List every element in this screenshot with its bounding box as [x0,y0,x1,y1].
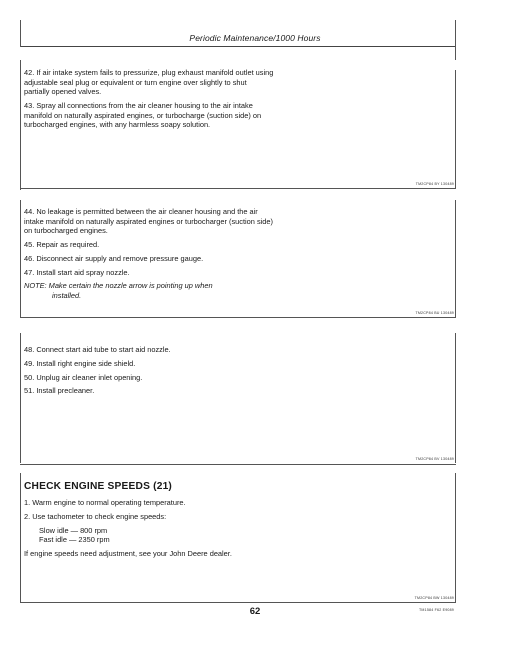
step-44: 44. No leakage is permitted between the air cleaner housing and the air intake manifold on naturally aspirated engines or turbocharger (suction side) on turbocharged engines. [24,207,273,236]
speed-values [24,526,284,545]
page-number: 62 [249,606,261,617]
header-right-border [455,20,456,60]
section2-divider [20,317,456,318]
section4-left-border [20,473,21,603]
section3-code: TM2CP84 BV 130489 [415,457,454,461]
footer-code: TM1584 F62 E9089 [419,608,454,612]
page-header-title: Periodic Maintenance/1000 Hours [189,33,321,43]
speeds-step-2: 2. Use tachometer to check engine speeds: [24,511,167,521]
section2-right-border [455,200,456,318]
header-left-border [20,20,21,47]
section-heading: CHECK ENGINE SPEEDS (21) [24,481,173,492]
note-text-line2: installed. [52,290,82,300]
slow-idle-value: Slow idle — 800 rpm [39,525,108,535]
section4-divider [20,602,456,603]
section-air-intake-test [24,68,274,134]
section-reassembly [24,345,274,400]
section1-code: TM2CP84 BY 130489 [415,182,454,186]
section4-right-border [455,473,456,603]
section3-right-border [455,333,456,463]
step-47: 47. Install start aid spray nozzle. [24,267,130,277]
section1-divider [20,188,456,189]
dealer-note: If engine speeds need adjustment, see your John Deere dealer. [24,548,232,558]
section-check-engine-speeds [24,481,284,563]
section2-code: TM2CP84 BU 130489 [415,311,454,315]
step-45: 45. Repair as required. [24,239,100,249]
section-leak-check [24,207,274,301]
section1-left-border [20,60,21,190]
step-49: 49. Install right engine side shield. [24,358,136,368]
step-50: 50. Unplug air cleaner inlet opening. [24,372,143,382]
step-48: 48. Connect start aid tube to start aid nozzle. [24,345,171,354]
section3-left-border [20,333,21,463]
fast-idle-value: Fast idle — 2350 rpm [39,535,110,545]
header-divider [20,46,455,47]
note-label: NOTE: [24,281,47,291]
section1-right-border [455,70,456,188]
step-46: 46. Disconnect air supply and remove pressure gauge. [24,253,204,263]
step-42: 42. If air intake system fails to pressurize, plug exhaust manifold outlet using adjustable seal plug or equivalent or turn engine over slightly to shut partially opened valves. [24,68,274,97]
section4-code: TM2CP84 BW 130489 [414,596,454,600]
section3-divider [20,464,456,465]
note-text-line1: Make certain the nozzle arrow is pointing up when [48,281,213,291]
step-43: 43. Spray all connections from the air cleaner housing to the air intake manifold on naturally aspirated engines, or turbocharge (suction side) on turbocharged engines, with any harmless soapy solution. [24,100,262,130]
section2-left-border [20,200,21,317]
speeds-step-1: 1. Warm engine to normal operating temperature. [24,498,186,507]
step-51: 51. Install precleaner. [24,386,95,396]
note-nozzle [24,281,274,291]
